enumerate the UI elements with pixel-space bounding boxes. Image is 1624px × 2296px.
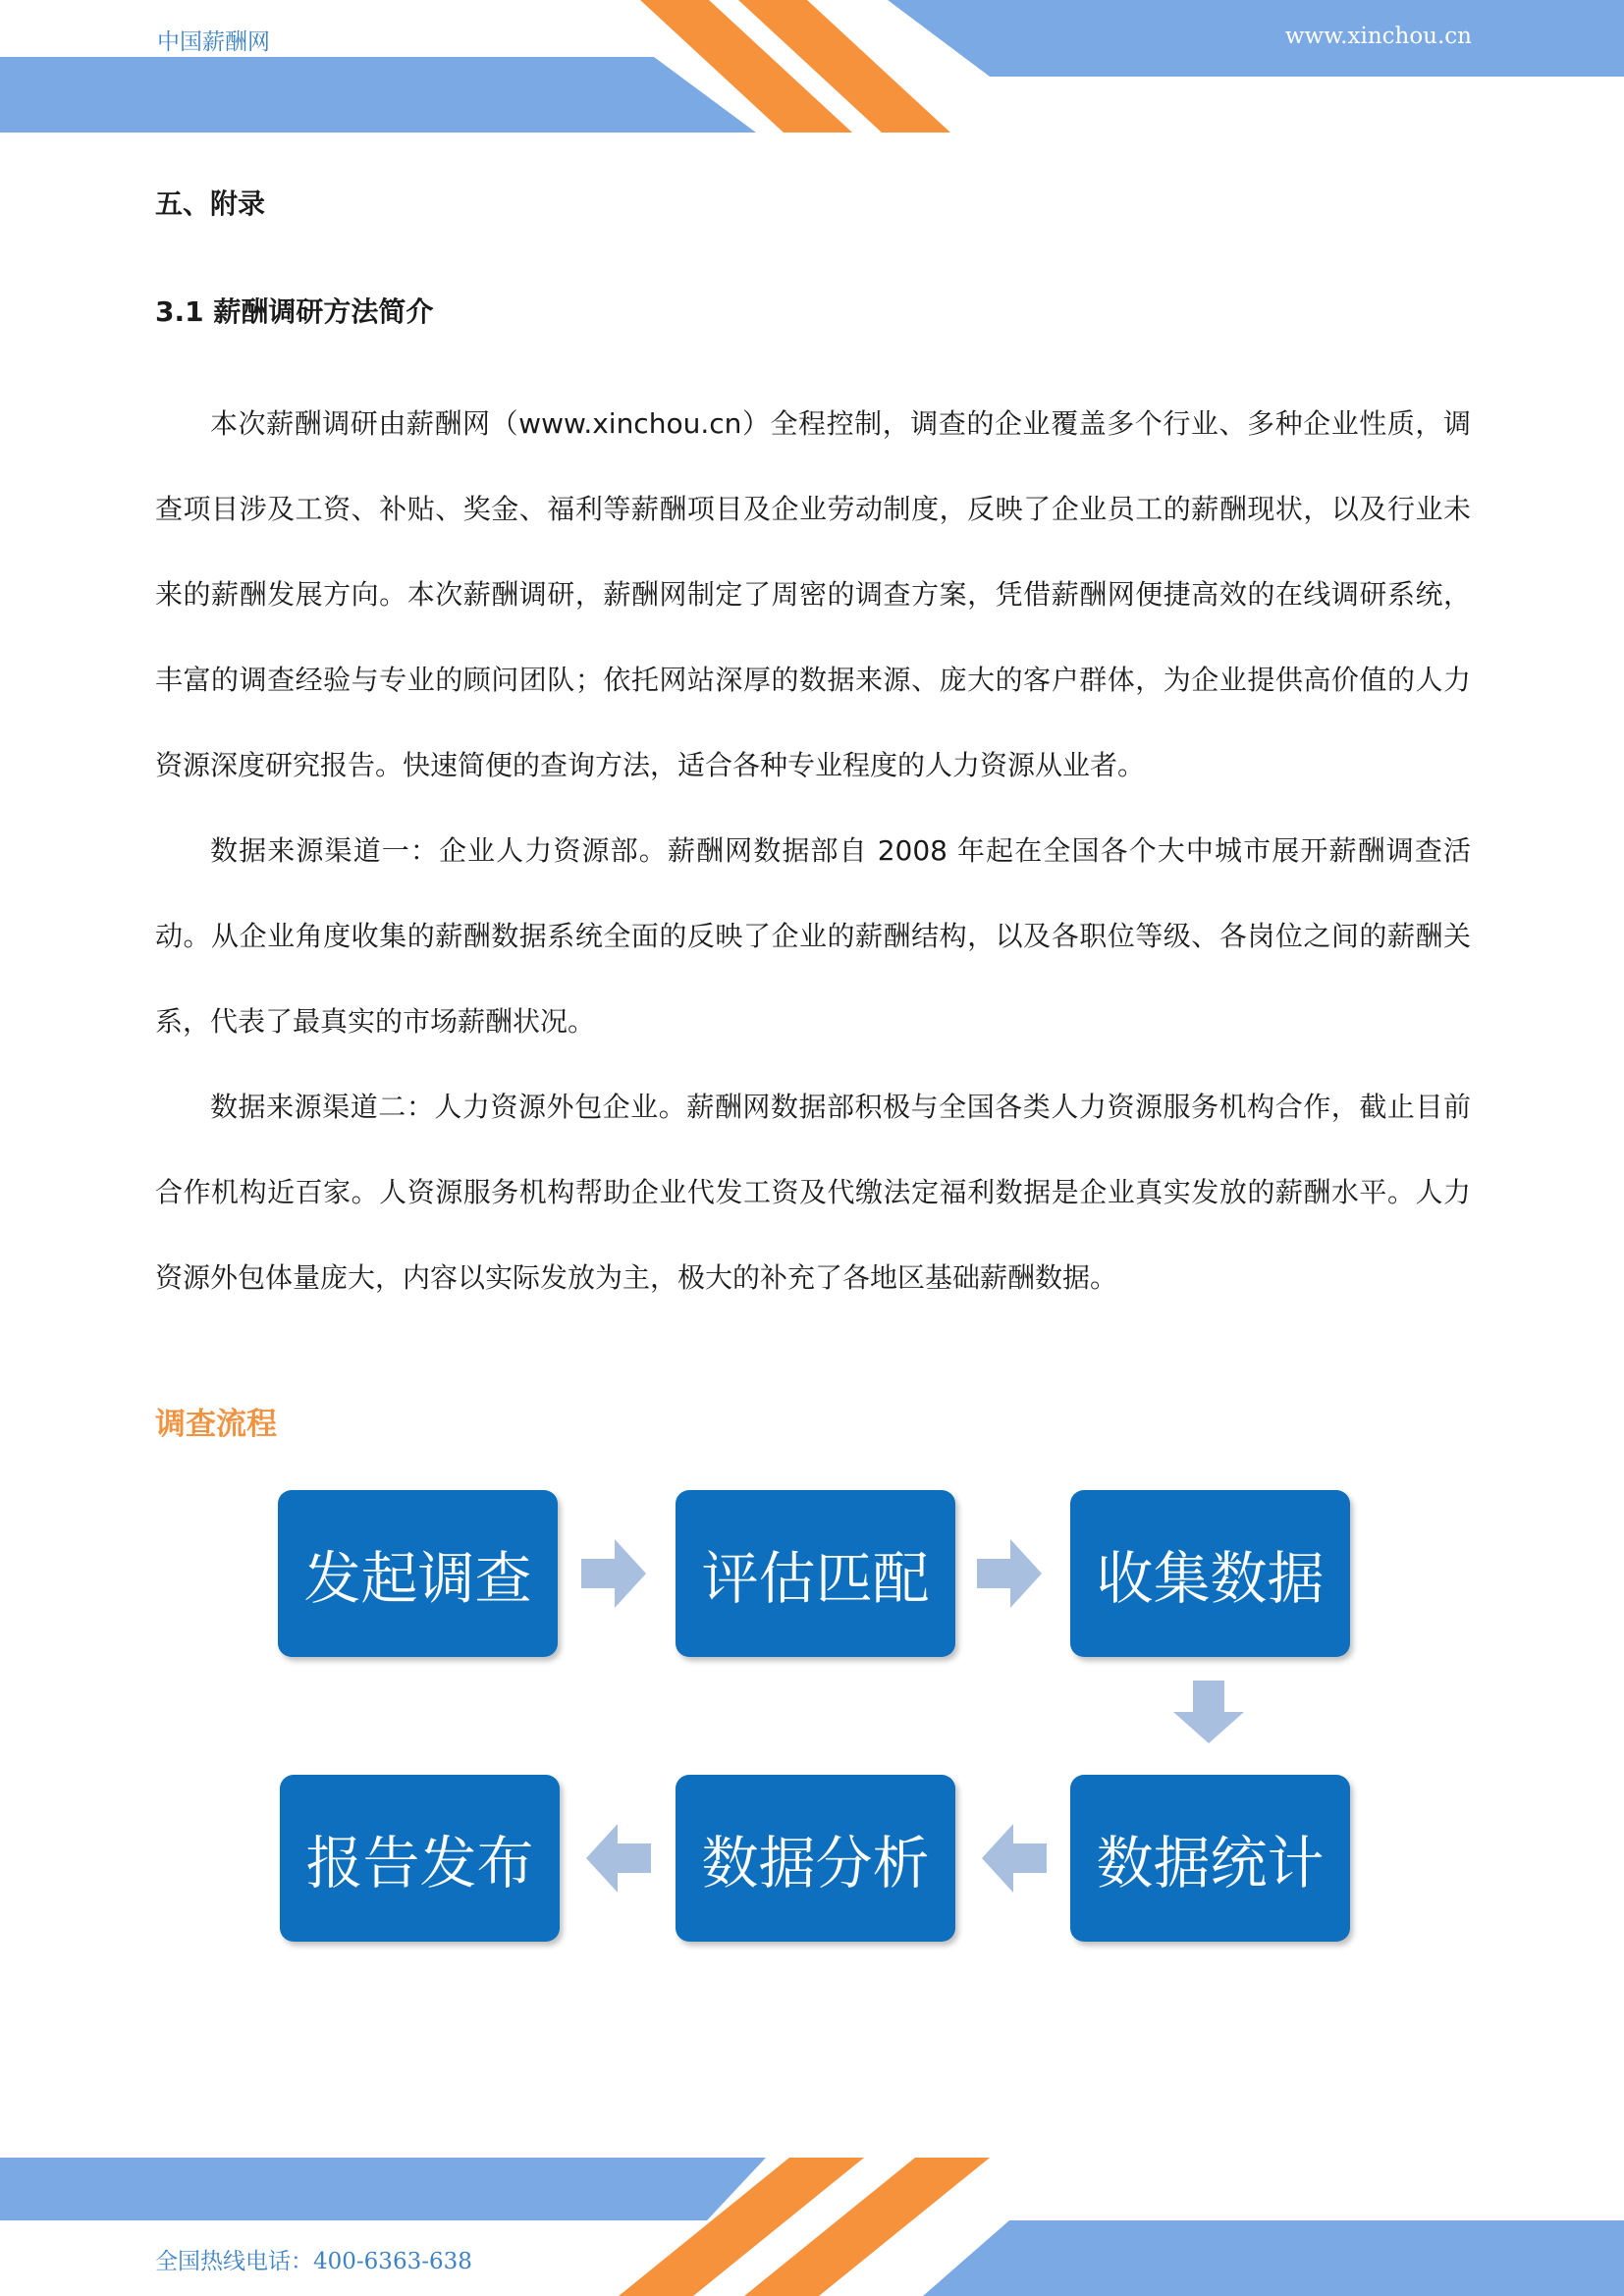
- flow-step-analysis: 数据分析: [676, 1775, 955, 1942]
- paragraph-source-1: 数据来源渠道一：企业人力资源部。薪酬网数据部自 2008 年起在全国各个大中城市展开薪酬调查活动。从企业角度收集的薪酬数据系统全面的反映了企业的薪酬结构，以及各职位等级、各岗位之间的薪酬关系，代表了最真实的市场薪酬状况。: [155, 834, 1471, 1038]
- arrow-down-icon: [1173, 1681, 1244, 1743]
- footer-hotline: 全国热线电话：400-6363-638: [155, 2249, 472, 2274]
- flow-title: 调查流程: [155, 1407, 277, 1442]
- arrow-left-icon: [586, 1824, 651, 1893]
- header-site-url: www.xinchou.cn: [1284, 24, 1472, 49]
- footer-band-right: [923, 2220, 1624, 2296]
- paragraph-source-2: 数据来源渠道二：人力资源外包企业。薪酬网数据部积极与全国各类人力资源服务机构合作，截止目前合作机构近百家。人资源服务机构帮助企业代发工资及代缴法定福利数据是企业真实发放的薪酬水平。人力资源外包体量庞大，内容以实际发放为主，极大的补充了各地区基础薪酬数据。: [155, 1091, 1471, 1294]
- footer-band-left: [0, 2158, 766, 2220]
- arrow-left-icon: [982, 1824, 1047, 1893]
- header-band-left: [0, 57, 756, 133]
- paragraph-intro: 本次薪酬调研由薪酬网（www.xinchou.cn）全程控制，调查的企业覆盖多个行业、多种企业性质，调查项目涉及工资、补贴、奖金、福利等薪酬项目及企业劳动制度，反映了企业员工的薪酬现状，以及行业未来的薪酬发展方向。本次薪酬调研，薪酬网制定了周密的调查方案，凭借薪酬网便捷高效的在线调研系统，丰富的调查经验与专业的顾问团队；依托网站深厚的数据来源、庞大的客户群体，为企业提供高价值的人力资源深度研究报告。快速简便的查询方法，适合各种专业程度的人力资源从业者。: [155, 407, 1471, 781]
- section-subtitle: 3.1 薪酬调研方法简介: [155, 295, 434, 328]
- body-text: [155, 381, 1471, 1320]
- flow-step-publish: 报告发布: [280, 1775, 560, 1942]
- arrow-right-icon: [977, 1539, 1042, 1608]
- header-site-name: 中国薪酬网: [157, 29, 270, 55]
- flow-step-statistics: 数据统计: [1070, 1775, 1350, 1942]
- flow-step-evaluate: 评估匹配: [676, 1490, 955, 1657]
- flow-step-collect: 收集数据: [1070, 1490, 1350, 1657]
- flow-step-initiate: 发起调查: [278, 1490, 558, 1657]
- arrow-right-icon: [581, 1539, 646, 1608]
- header-band-right: [888, 0, 1624, 77]
- section-title: 五、附录: [155, 187, 266, 220]
